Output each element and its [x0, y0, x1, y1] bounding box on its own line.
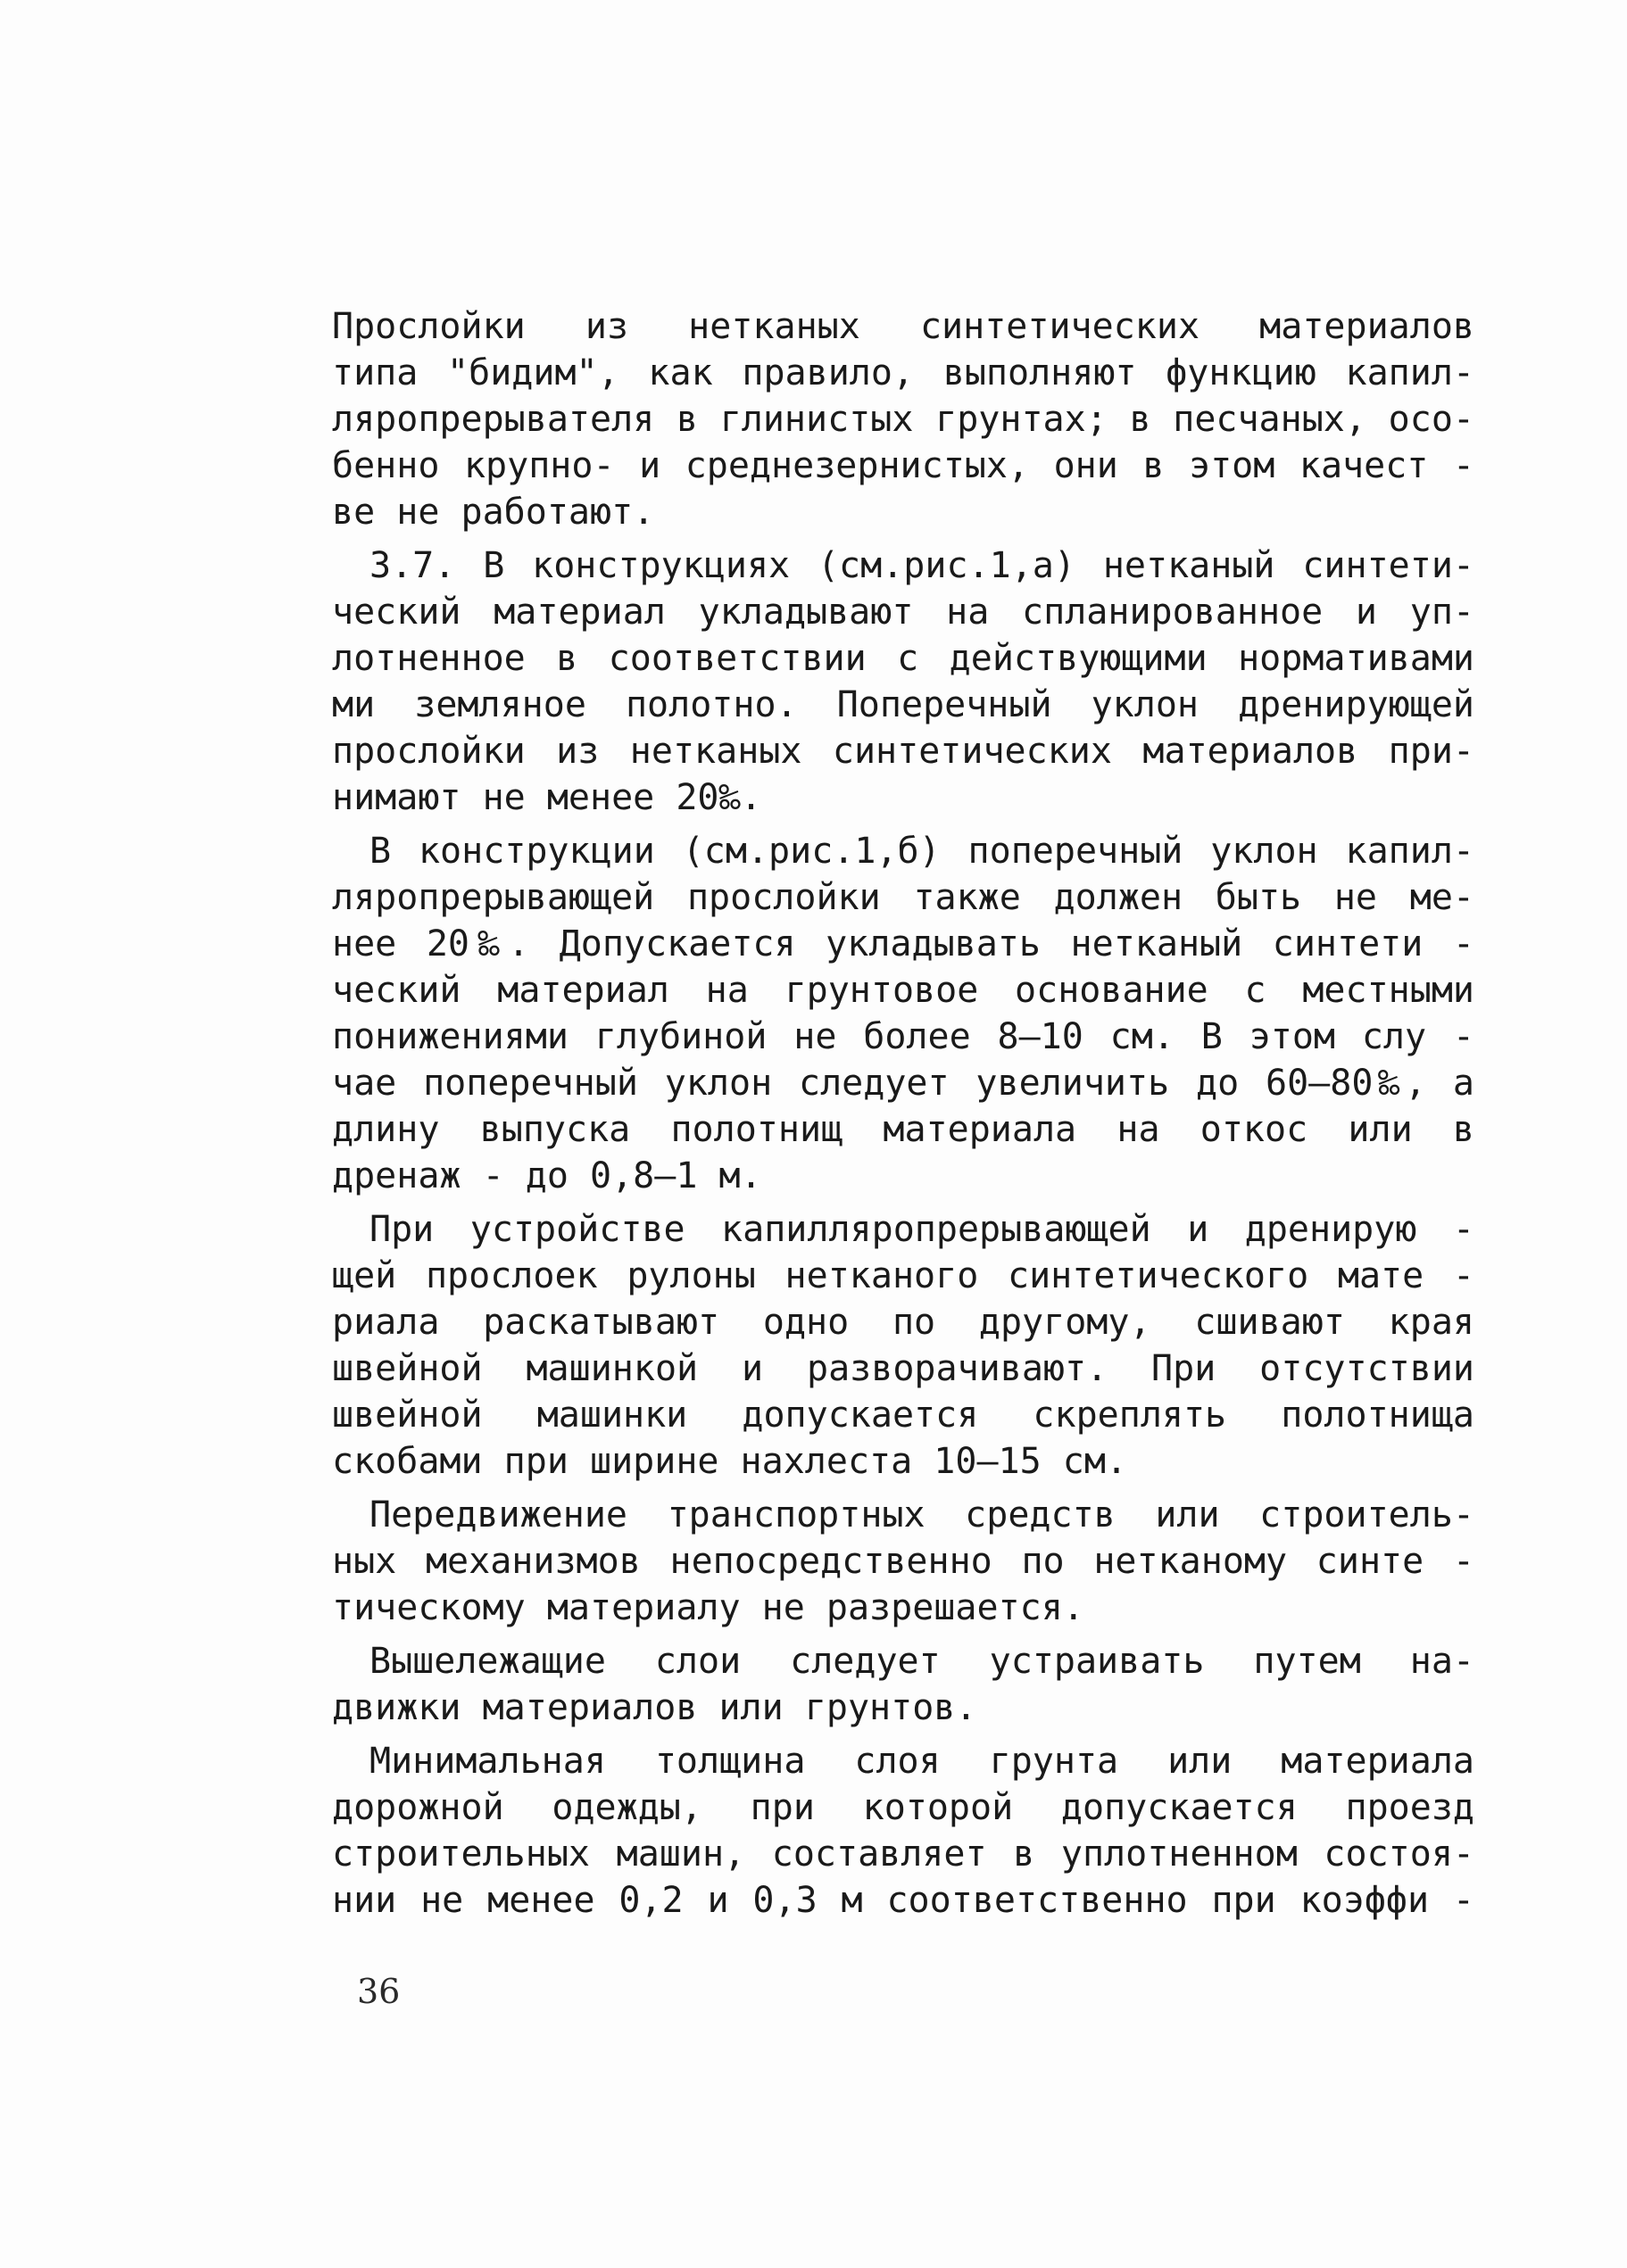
text-line: дорожной одежды, при которой допускается проезд — [332, 1787, 1474, 1828]
text-line: Прослойки из нетканых синтетических материалов — [332, 306, 1474, 347]
text-line: тическому материалу не разрешается. — [332, 1587, 1084, 1628]
text-line: В конструкции (см.рис.1,б) поперечный уклон капил- — [369, 831, 1474, 872]
paragraph-construction-b — [332, 828, 1474, 1199]
paragraph-section-3-7 — [332, 542, 1474, 821]
text-line: понижениями глубиной не более 8–10 см. В этом слу - — [332, 1016, 1474, 1057]
text-line: швейной машинкой и разворачивают. При отсутствии — [332, 1348, 1474, 1389]
paragraph-minimum-thickness — [332, 1738, 1474, 1924]
text-line: щей прослоек рулоны нетканого синтетического мате - — [332, 1255, 1474, 1296]
text-line: лотненное в соответствии с действующими нормативами — [332, 638, 1474, 679]
text-line: Минимальная толщина слоя грунта или материала — [369, 1741, 1474, 1782]
text-line: движки материалов или грунтов. — [332, 1687, 977, 1728]
page-number: 36 — [357, 1972, 401, 2011]
text-line: Передвижение транспортных средств или строитель- — [369, 1494, 1474, 1535]
text-line: ми земляное полотно. Поперечный уклон дренирующей — [332, 684, 1474, 725]
text-line: ных механизмов непосредственно по нетканому синте - — [332, 1541, 1474, 1582]
text-line: скобами при ширине нахлеста 10–15 см. — [332, 1441, 1128, 1482]
text-line: нее 20‰. Допускается укладывать нетканый синтети - — [332, 923, 1474, 964]
text-line: нии не менее 0,2 и 0,3 м соответственно при коэффи - — [332, 1880, 1474, 1921]
text-line: ляропрерывающей прослойки также должен быть не ме- — [332, 877, 1474, 918]
text-line: риала раскатывают одно по другому, сшивают края — [332, 1302, 1474, 1343]
text-line: При устройстве капилляропрерывающей и дренирую - — [369, 1209, 1474, 1250]
text-line: Вышележащие слои следует устраивать путем на- — [369, 1641, 1474, 1682]
text-line: прослойки из нетканых синтетических материалов при- — [332, 731, 1474, 772]
text-line: типа "бидим", как правило, выполняют функцию капил- — [332, 352, 1474, 393]
paragraph-installation — [332, 1206, 1474, 1485]
text-line: швейной машинки допускается скреплять полотнища — [332, 1395, 1474, 1436]
text-line: ческий материал укладывают на спланированное и уп- — [332, 592, 1474, 633]
paragraph-traffic-prohibited — [332, 1492, 1474, 1631]
text-line: бенно крупно- и среднезернистых, они в этом качест - — [332, 445, 1474, 486]
text-line: дренаж - до 0,8–1 м. — [332, 1155, 762, 1196]
text-line: 3.7. В конструкциях (см.рис.1,а) нетканый синтети- — [369, 545, 1474, 586]
paragraph-interlayers-capillary — [332, 303, 1474, 535]
text-line: ве не работают. — [332, 492, 655, 533]
text-line: ческий материал на грунтовое основание с местными — [332, 970, 1474, 1011]
text-line: ляропрерывателя в глинистых грунтах; в песчаных, осо- — [332, 399, 1474, 440]
body-text — [332, 303, 1474, 1924]
text-line: чае поперечный уклон следует увеличить до 60–80‰, а — [332, 1063, 1474, 1104]
text-line: строительных машин, составляет в уплотненном состоя- — [332, 1833, 1474, 1875]
text-line: нимают не менее 20‰. — [332, 777, 762, 818]
text-line: длину выпуска полотнищ материала на откос или в — [332, 1109, 1474, 1150]
paragraph-upper-layers — [332, 1638, 1474, 1731]
